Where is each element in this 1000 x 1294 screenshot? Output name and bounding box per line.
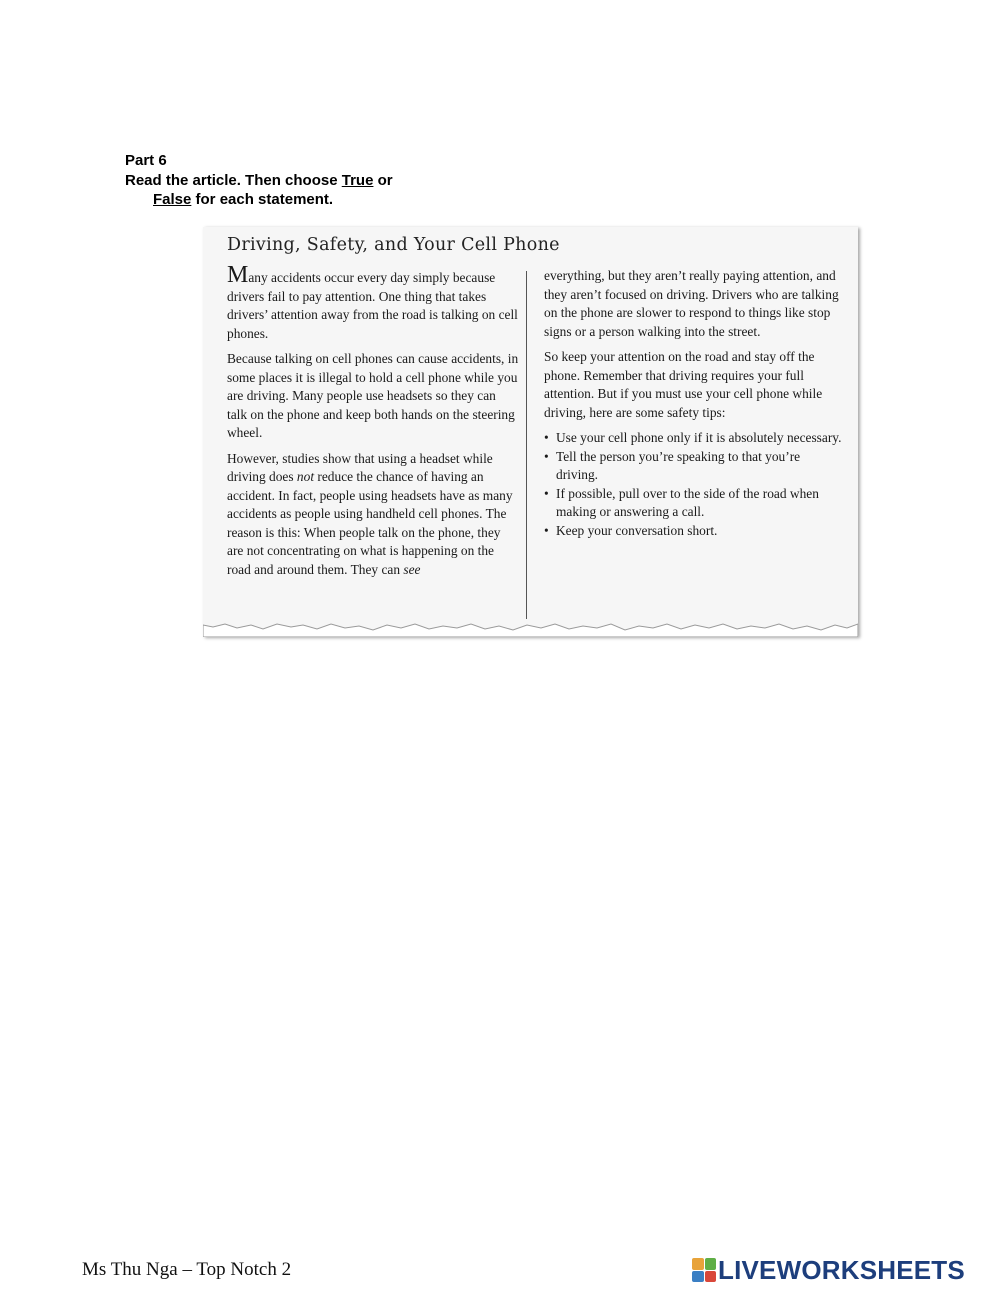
article-title: Driving, Safety, and Your Cell Phone: [227, 235, 560, 255]
article-right-column: [544, 267, 844, 540]
bullet-icon: •: [544, 485, 549, 501]
bullet-icon: •: [544, 522, 549, 538]
instruction-line-2: [125, 190, 393, 210]
part-heading: Part 6: [125, 152, 167, 169]
left-paragraph-2: Because talking on cell phones can cause accidents, in some places it is illegal to hold a cell phone while you are driving. Many people use headsets so they can talk on the phone and keep both hands on the steering wheel.: [227, 351, 519, 440]
false-word: False: [153, 191, 192, 208]
safety-tip: [544, 485, 844, 522]
instruction-text: or: [373, 171, 393, 189]
safety-tip: [544, 448, 844, 485]
safety-tips-list: [544, 429, 844, 540]
article-clipping: [203, 227, 858, 637]
safety-tip: [544, 522, 844, 541]
article-left-column: [227, 262, 519, 586]
logo-square: [705, 1271, 717, 1283]
paragraph-text: any accidents occur every day simply because drivers fail to pay attention. One thing that takes drivers’ attention away from the road is talking on cell phones.: [227, 270, 518, 341]
paragraph-text: reduce the chance of having an accident. In fact, people using headsets have as many accidents as people using handheld cell phones. The reason is this: When people talk on the phone, they are not concentrating on what is happening on the road and around them. They can: [227, 469, 513, 577]
torn-edge: [203, 621, 858, 637]
logo-mark-icon: [692, 1258, 716, 1282]
tip-text: If possible, pull over to the side of the road when making or answering a call.: [556, 485, 819, 519]
instructions: [125, 151, 393, 210]
logo-square: [692, 1271, 704, 1283]
column-divider: [526, 271, 527, 619]
right-paragraph-2: So keep your attention on the road and stay off the phone. Remember that driving requires your full attention. But if you must use your cell phone while driving, here are some safety tips:: [544, 349, 823, 420]
tip-text: Keep your conversation short.: [556, 522, 718, 538]
left-paragraph-3: [227, 450, 519, 580]
tip-text: Tell the person you’re speaking to that you’re driving.: [556, 448, 801, 482]
logo-text: LIVEWORKSHEETS: [718, 1254, 965, 1285]
right-paragraph-1: everything, but they aren’t really paying attention, and they aren’t focused on driving. Drivers who are talking on the phone are slower to respond to things like stop signs or a person walking into the street.: [544, 268, 839, 339]
footer-credit: Ms Thu Nga – Top Notch 2: [82, 1259, 292, 1280]
paragraph-text: However, studies show that using a headset while driving does: [227, 450, 493, 484]
tip-text: Use your cell phone only if it is absolutely necessary.: [556, 430, 842, 445]
safety-tip: [544, 429, 844, 448]
true-word: True: [341, 171, 374, 189]
drop-cap: M: [227, 262, 249, 288]
instruction-text: Read the article. Then choose: [125, 171, 342, 189]
emphasis-not: not: [296, 469, 315, 484]
left-paragraph-1: [227, 262, 519, 343]
logo-square: [705, 1258, 717, 1270]
instruction-line-1: [125, 171, 393, 191]
instruction-text: for each statement.: [191, 191, 334, 208]
bullet-icon: •: [544, 430, 549, 445]
logo-square: [692, 1258, 704, 1270]
emphasis-see: see: [403, 561, 421, 577]
liveworksheets-logo[interactable]: [692, 1254, 965, 1286]
bullet-icon: •: [544, 448, 549, 464]
